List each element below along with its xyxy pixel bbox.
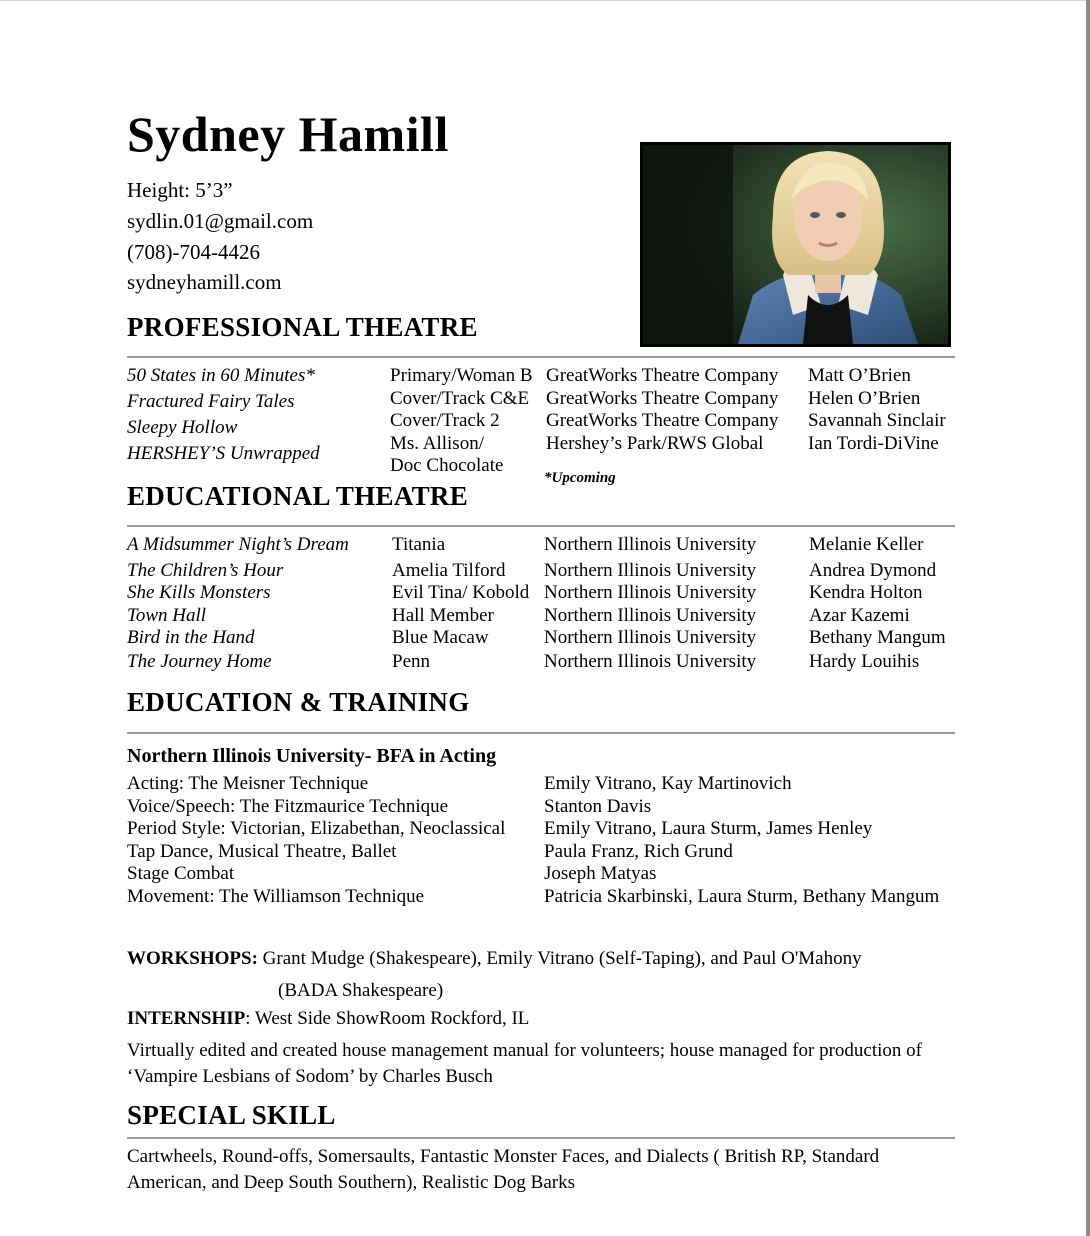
training-teacher: Emily Vitrano, Kay Martinovich <box>544 773 792 794</box>
educational-role: Titania <box>392 534 446 555</box>
professional-show: Sleepy Hollow <box>127 417 238 438</box>
professional-director: Ian Tordi-DiVine <box>808 433 939 454</box>
contact-height: Height: 5’3” <box>127 178 233 202</box>
educational-director: Azar Kazemi <box>809 605 910 626</box>
professional-role: Doc Chocolate <box>390 455 504 476</box>
professional-role: Cover/Track 2 <box>390 410 500 431</box>
contact-email: sydlin.01@gmail.com <box>127 209 314 233</box>
training-subject: Voice/Speech: The Fitzmaurice Technique <box>127 796 449 817</box>
internship-text: : West Side ShowRoom Rockford, IL <box>245 1008 530 1029</box>
professional-show: HERSHEY’S Unwrapped <box>127 443 320 464</box>
educational-company: Northern Illinois University <box>544 627 757 648</box>
section-divider <box>127 732 955 734</box>
internship-line <box>127 1008 529 1030</box>
page-top-border <box>0 0 1090 1</box>
educational-director: Bethany Mangum <box>809 627 946 648</box>
workshops-label: WORKSHOPS: <box>127 948 258 969</box>
training-subject: Stage Combat <box>127 863 235 884</box>
training-school: Northern Illinois University- BFA in Acting <box>127 745 497 767</box>
section-title-professional: PROFESSIONAL THEATRE <box>127 312 478 342</box>
headshot-illustration <box>643 145 948 344</box>
educational-company: Northern Illinois University <box>544 560 757 581</box>
educational-show: Town Hall <box>127 605 207 626</box>
headshot-photo <box>640 142 951 347</box>
professional-director: Savannah Sinclair <box>808 410 946 431</box>
educational-director: Andrea Dymond <box>809 560 937 581</box>
educational-role: Blue Macaw <box>392 627 489 648</box>
internship-label: INTERNSHIP <box>127 1008 246 1029</box>
educational-director: Hardy Louihis <box>809 651 920 672</box>
section-divider <box>127 525 955 527</box>
educational-director: Kendra Holton <box>809 582 923 603</box>
educational-role: Penn <box>392 651 430 672</box>
contact-website: sydneyhamill.com <box>127 270 282 294</box>
educational-role: Hall Member <box>392 605 494 626</box>
training-subject: Tap Dance, Musical Theatre, Ballet <box>127 841 397 862</box>
educational-company: Northern Illinois University <box>544 582 757 603</box>
internship-description: Virtually edited and created house management manual for volunteers; house managed for production of <box>127 1040 923 1061</box>
skills-line: Cartwheels, Round-offs, Somersaults, Fantastic Monster Faces, and Dialects ( British RP, Standard <box>127 1146 880 1167</box>
training-subject: Acting: The Meisner Technique <box>127 773 369 794</box>
educational-role: Evil Tina/ Kobold <box>392 582 530 603</box>
educational-company: Northern Illinois University <box>544 651 757 672</box>
training-subject: Movement: The Williamson Technique <box>127 886 425 907</box>
skills-line: American, and Deep South Southern), Realistic Dog Barks <box>127 1172 575 1193</box>
section-title-educational: EDUCATIONAL THEATRE <box>127 481 469 511</box>
professional-company: GreatWorks Theatre Company <box>546 365 779 386</box>
professional-show: 50 States in 60 Minutes* <box>127 365 315 386</box>
section-divider <box>127 356 955 358</box>
educational-director: Melanie Keller <box>809 534 924 555</box>
section-divider <box>127 1137 955 1139</box>
training-teacher: Paula Franz, Rich Grund <box>544 841 733 862</box>
section-title-skills: SPECIAL SKILL <box>127 1100 336 1130</box>
training-teacher: Patricia Skarbinski, Laura Sturm, Bethany Mangum <box>544 886 940 907</box>
educational-role: Amelia Tilford <box>392 560 506 581</box>
professional-company: GreatWorks Theatre Company <box>546 388 779 409</box>
upcoming-note: *Upcoming <box>544 470 616 486</box>
training-subject: Period Style: Victorian, Elizabethan, Neoclassical <box>127 818 506 839</box>
workshops-line <box>127 948 862 970</box>
educational-show: The Children’s Hour <box>127 560 284 581</box>
workshops-continuation: (BADA Shakespeare) <box>278 980 444 1001</box>
educational-show: The Journey Home <box>127 651 272 672</box>
professional-company: Hershey’s Park/RWS Global <box>546 433 764 454</box>
educational-show: She Kills Monsters <box>127 582 271 603</box>
professional-show: Fractured Fairy Tales <box>127 391 295 412</box>
training-teacher: Stanton Davis <box>544 796 652 817</box>
section-title-training: EDUCATION & TRAINING <box>127 687 470 717</box>
professional-role: Primary/Woman B <box>390 365 533 386</box>
professional-role: Ms. Allison/ <box>390 433 484 454</box>
resume-name: Sydney Hamill <box>127 106 449 162</box>
educational-show: Bird in the Hand <box>127 627 255 648</box>
educational-show: A Midsummer Night’s Dream <box>127 534 349 555</box>
training-teacher: Joseph Matyas <box>544 863 657 884</box>
educational-company: Northern Illinois University <box>544 534 757 555</box>
professional-director: Helen O’Brien <box>808 388 921 409</box>
page-right-edge <box>1086 0 1090 1236</box>
internship-description: ‘Vampire Lesbians of Sodom’ by Charles Busch <box>127 1066 493 1087</box>
professional-role: Cover/Track C&E <box>390 388 530 409</box>
professional-director: Matt O’Brien <box>808 365 911 386</box>
professional-company: GreatWorks Theatre Company <box>546 410 779 431</box>
contact-phone: (708)-704-4426 <box>127 240 260 264</box>
training-teacher: Emily Vitrano, Laura Sturm, James Henley <box>544 818 873 839</box>
educational-company: Northern Illinois University <box>544 605 757 626</box>
workshops-text: Grant Mudge (Shakespeare), Emily Vitrano (Self-Taping), and Paul O'Mahony <box>257 948 862 969</box>
